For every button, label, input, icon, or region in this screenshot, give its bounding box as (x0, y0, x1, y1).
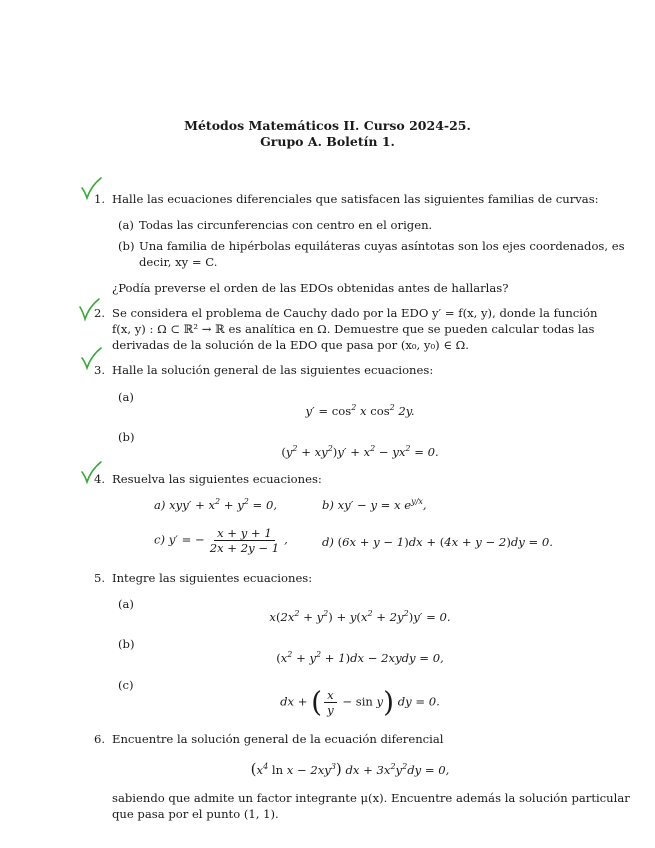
problem-2-number: 2. (94, 306, 106, 320)
equation-5a: $x(2x^2 + y^2) + y(x^2 + 2y^2)y' = 0$. (269, 609, 451, 624)
equation-4b: b) xy′ − y = x $e^{y/x}$, (322, 497, 427, 512)
problem-3a-label: (a) (118, 390, 134, 404)
problem-4-statement: Resuelva las siguientes ecuaciones: (112, 472, 322, 486)
problem-3-number: 3. (94, 363, 106, 377)
problem-5-statement: Integre las siguientes ecuaciones: (112, 571, 313, 585)
equation-4a: a) $xyy' + x^2 + y^2 = 0$, (154, 497, 278, 512)
problem-1-statement: Halle las ecuaciones diferenciales que satisfacen las siguientes familias de curvas: (112, 192, 599, 206)
problem-4a-label: a) (154, 498, 166, 512)
problem-5-number: 5. (94, 571, 106, 585)
problem-2-line2: f(x, y) : Ω ⊂ ℝ² → ℝ es analítica en Ω. Demuestre que se pueden calcular todas las (112, 322, 595, 336)
equation-3b: $(y^2 + xy^2)y' + x^2 - yx^2 = 0$. (281, 444, 439, 459)
problem-1a-text: Todas las circunferencias con centro en el origen. (139, 218, 433, 232)
problem-4d-label: d) (322, 535, 334, 549)
problem-6-line2: sabiendo que admite un factor integrante μ(x). Encuentre además la solución particular (112, 791, 630, 805)
problem-6-line3: que pasa por el punto (1, 1). (112, 807, 279, 821)
problem-1a-label: (a) (118, 218, 134, 232)
problem-5c-label: (c) (118, 678, 134, 692)
problem-6-number: 6. (94, 732, 106, 746)
equation-4d: d) (6x + y − 1)dx + (4x + y − 2)dy = 0. (322, 535, 553, 549)
document-subtitle: Grupo A. Boletín 1. (260, 134, 395, 149)
equation-4c: c) y′ = − $\frac{x + y + 1}{2x + 2y - 1}$ , (154, 526, 288, 555)
equation-3a: $y' = \cos^2 x$ $\cos^2 2y$. (305, 403, 415, 418)
problem-5a-label: (a) (118, 597, 134, 611)
problem-1-question: ¿Podía preverse el orden de las EDOs obtenidas antes de hallarlas? (112, 281, 509, 295)
problem-4c-label: c) (154, 532, 166, 547)
problem-5b-label: (b) (118, 637, 135, 651)
equation-5c: dx + ( $\frac{x}{y}$ − sin y) dy = 0. (280, 685, 440, 719)
equation-5b: $(x^2 + y^2 + 1)dx$ − 2xydy = 0, (276, 650, 444, 665)
problem-1b-text-line2: decir, xy = C. (139, 255, 218, 269)
problem-4b-label: b) (322, 498, 334, 512)
problem-3-statement: Halle la solución general de las siguientes ecuaciones: (112, 363, 434, 377)
problem-2-line3: derivadas de la solución de la EDO que pasa por (x₀, y₀) ∈ Ω. (112, 338, 469, 352)
problem-6-statement: Encuentre la solución general de la ecuación diferencial (112, 732, 444, 746)
problem-1b-text-line1: Una familia de hipérbolas equiláteras cuyas asíntotas son los ejes coordenados, es (139, 239, 625, 253)
problem-4-number: 4. (94, 472, 106, 486)
problem-3b-label: (b) (118, 430, 135, 444)
problem-2-line1: Se considera el problema de Cauchy dado por la EDO y′ = f(x, y), donde la función (112, 306, 598, 320)
equation-6: ($x^4$ $\ln x - 2xy^3$) dx + $3x^2y^2dy = 0$, (250, 760, 450, 778)
problem-1-number: 1. (94, 192, 106, 206)
problem-1b-label: (b) (118, 239, 135, 253)
document-title: Métodos Matemáticos II. Curso 2024-25. (184, 118, 471, 133)
